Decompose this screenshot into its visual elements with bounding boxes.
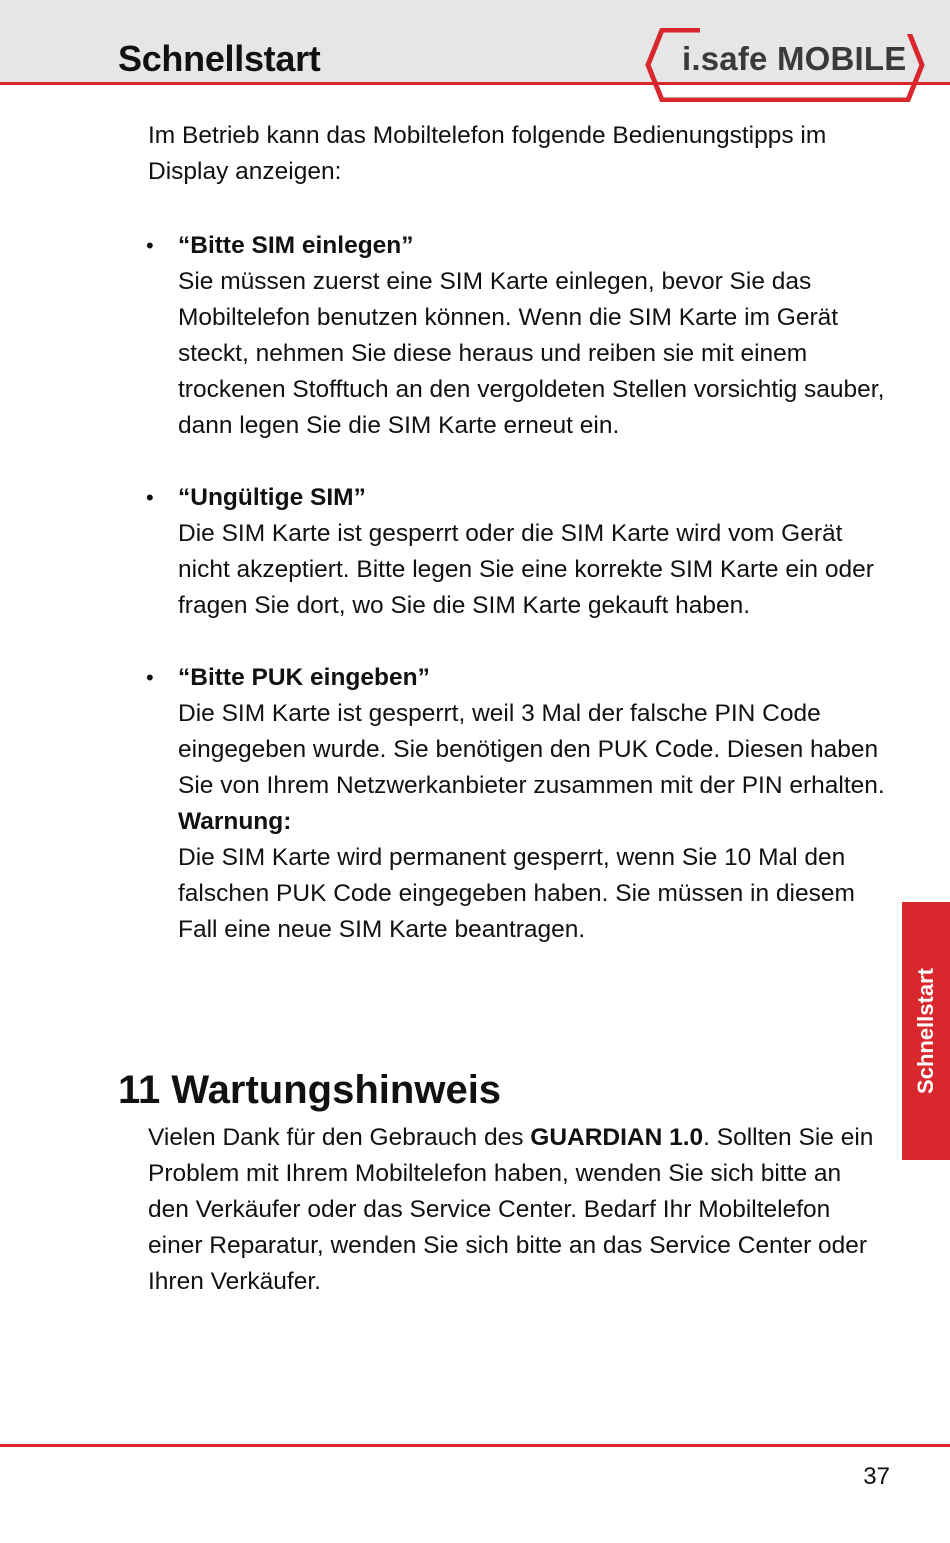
bullet-icon: • — [146, 233, 154, 258]
page-number: 37 — [863, 1463, 890, 1490]
bullet-icon: • — [146, 485, 154, 510]
list-item — [148, 660, 888, 948]
side-chapter-tab — [902, 902, 950, 1160]
tip-body: Die SIM Karte ist gesperrt, weil 3 Mal der falsche PIN Code eingegeben wurde. Sie benötigen den PUK Code. Diesen haben Sie von Ihrem Netzwerkanbieter zusammen mit der PIN erhalten. — [178, 700, 885, 799]
tip-title: “Ungültige SIM” — [178, 484, 366, 511]
product-name: GUARDIAN 1.0 — [530, 1124, 704, 1151]
warning-text: Die SIM Karte wird permanent gesperrt, wenn Sie 10 Mal den falschen PUK Code eingegeben haben. Sie müssen in diesem Fall eine neue SIM Karte beantragen. — [178, 844, 855, 943]
tip-body: Die SIM Karte ist gesperrt oder die SIM Karte wird vom Gerät nicht akzeptiert. Bitte legen Sie eine korrekte SIM Karte ein oder fragen Sie dort, wo Sie die SIM Karte gekauft haben. — [178, 520, 874, 619]
footer-divider — [0, 1444, 950, 1447]
section-text-before: Vielen Dank für den Gebrauch des — [148, 1124, 531, 1151]
main-content — [148, 118, 888, 948]
intro-paragraph: Im Betrieb kann das Mobiltelefon folgende Bedienungstipps im Display anzeigen: — [148, 122, 827, 185]
section-text-after: . Sollten Sie ein Problem mit Ihrem Mobiltelefon haben, wenden Sie sich bitte an den Verkäufer oder das Service Center. Bedarf Ihr Mobiltelefon einer Reparatur, wenden Sie sich bitte an das Service Center oder Ihren Verkäufer. — [148, 1124, 874, 1295]
list-item — [148, 228, 888, 444]
tip-title: “Bitte PUK eingeben” — [178, 664, 430, 691]
tip-title: “Bitte SIM einlegen” — [178, 232, 414, 259]
section-heading: 11 Wartungshinweis — [118, 1068, 502, 1112]
tips-list — [148, 228, 888, 948]
logo-text: i.safe MOBILE — [682, 40, 907, 77]
list-item — [148, 480, 888, 624]
page-header-title: Schnellstart — [118, 38, 321, 79]
section-paragraph — [148, 1120, 888, 1300]
warning-label: Warnung: — [178, 808, 292, 835]
isafe-mobile-logo — [640, 28, 930, 102]
tip-body: Sie müssen zuerst eine SIM Karte einlegen, bevor Sie das Mobiltelefon benutzen können. Wenn die SIM Karte im Gerät steckt, nehmen Sie diese heraus und reiben sie mit einem trockenen Stofftuch an den vergoldeten Stellen vorsichtig sauber, dann legen Sie die SIM Karte erneut ein. — [178, 268, 885, 439]
bullet-icon: • — [146, 665, 154, 690]
side-tab-label: Schnellstart — [913, 968, 938, 1094]
